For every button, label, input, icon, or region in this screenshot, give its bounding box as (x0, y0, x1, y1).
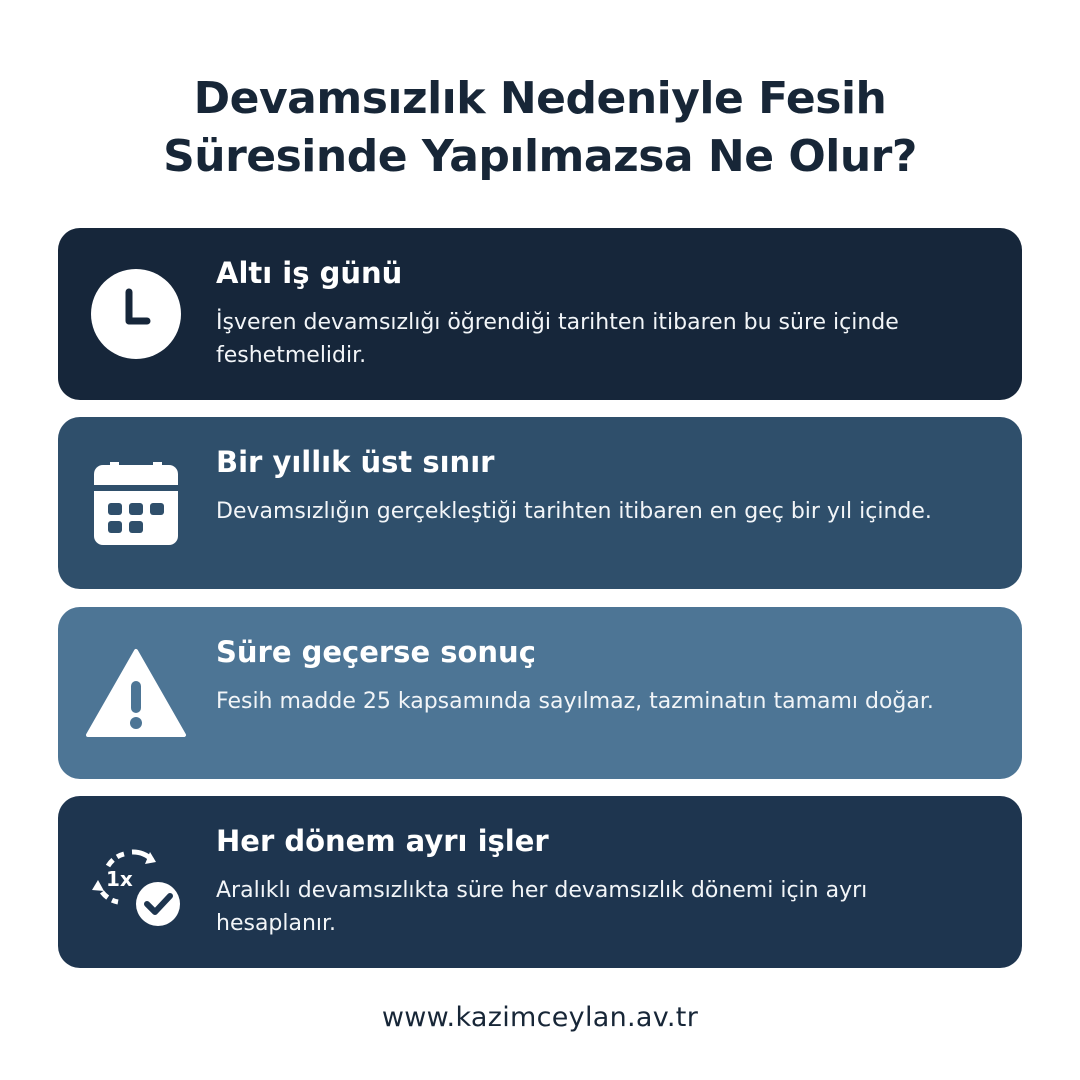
page-title (60, 70, 1020, 186)
card-title: Bir yıllık üst sınır (216, 445, 495, 479)
repeat-check-icon (84, 834, 188, 930)
info-card-six-work-days (58, 228, 1022, 400)
page-title-line-2: Süresinde Yapılmazsa Ne Olur? (163, 131, 917, 182)
card-text: Devamsızlığın gerçekleştiği tarihten itibaren en geç bir yıl içinde. (216, 499, 932, 524)
info-card-one-year-limit (58, 417, 1022, 589)
card-text: İşveren devamsızlığı öğrendiği tarihten itibaren bu süre içinde feshetmelidir. (216, 310, 899, 368)
website-link[interactable]: www.kazimceylan.av.tr (381, 1002, 699, 1033)
card-title: Süre geçerse sonuç (216, 635, 536, 669)
calendar-icon (84, 455, 188, 551)
info-card-each-period-separate (58, 796, 1022, 968)
card-text: Fesih madde 25 kapsamında sayılmaz, tazminatın tamamı doğar. (216, 689, 934, 714)
clock-icon (84, 266, 188, 362)
page-title-line-1: Devamsızlık Nedeniyle Fesih (193, 73, 887, 124)
card-text: Aralıklı devamsızlıkta süre her devamsızlık dönemi için ayrı hesaplanır. (216, 878, 868, 936)
card-title: Her dönem ayrı işler (216, 824, 549, 858)
info-card-deadline-passed (58, 607, 1022, 779)
warning-icon (84, 645, 188, 741)
repeat-label: 1x (106, 867, 133, 891)
card-title: Altı iş günü (216, 256, 403, 290)
